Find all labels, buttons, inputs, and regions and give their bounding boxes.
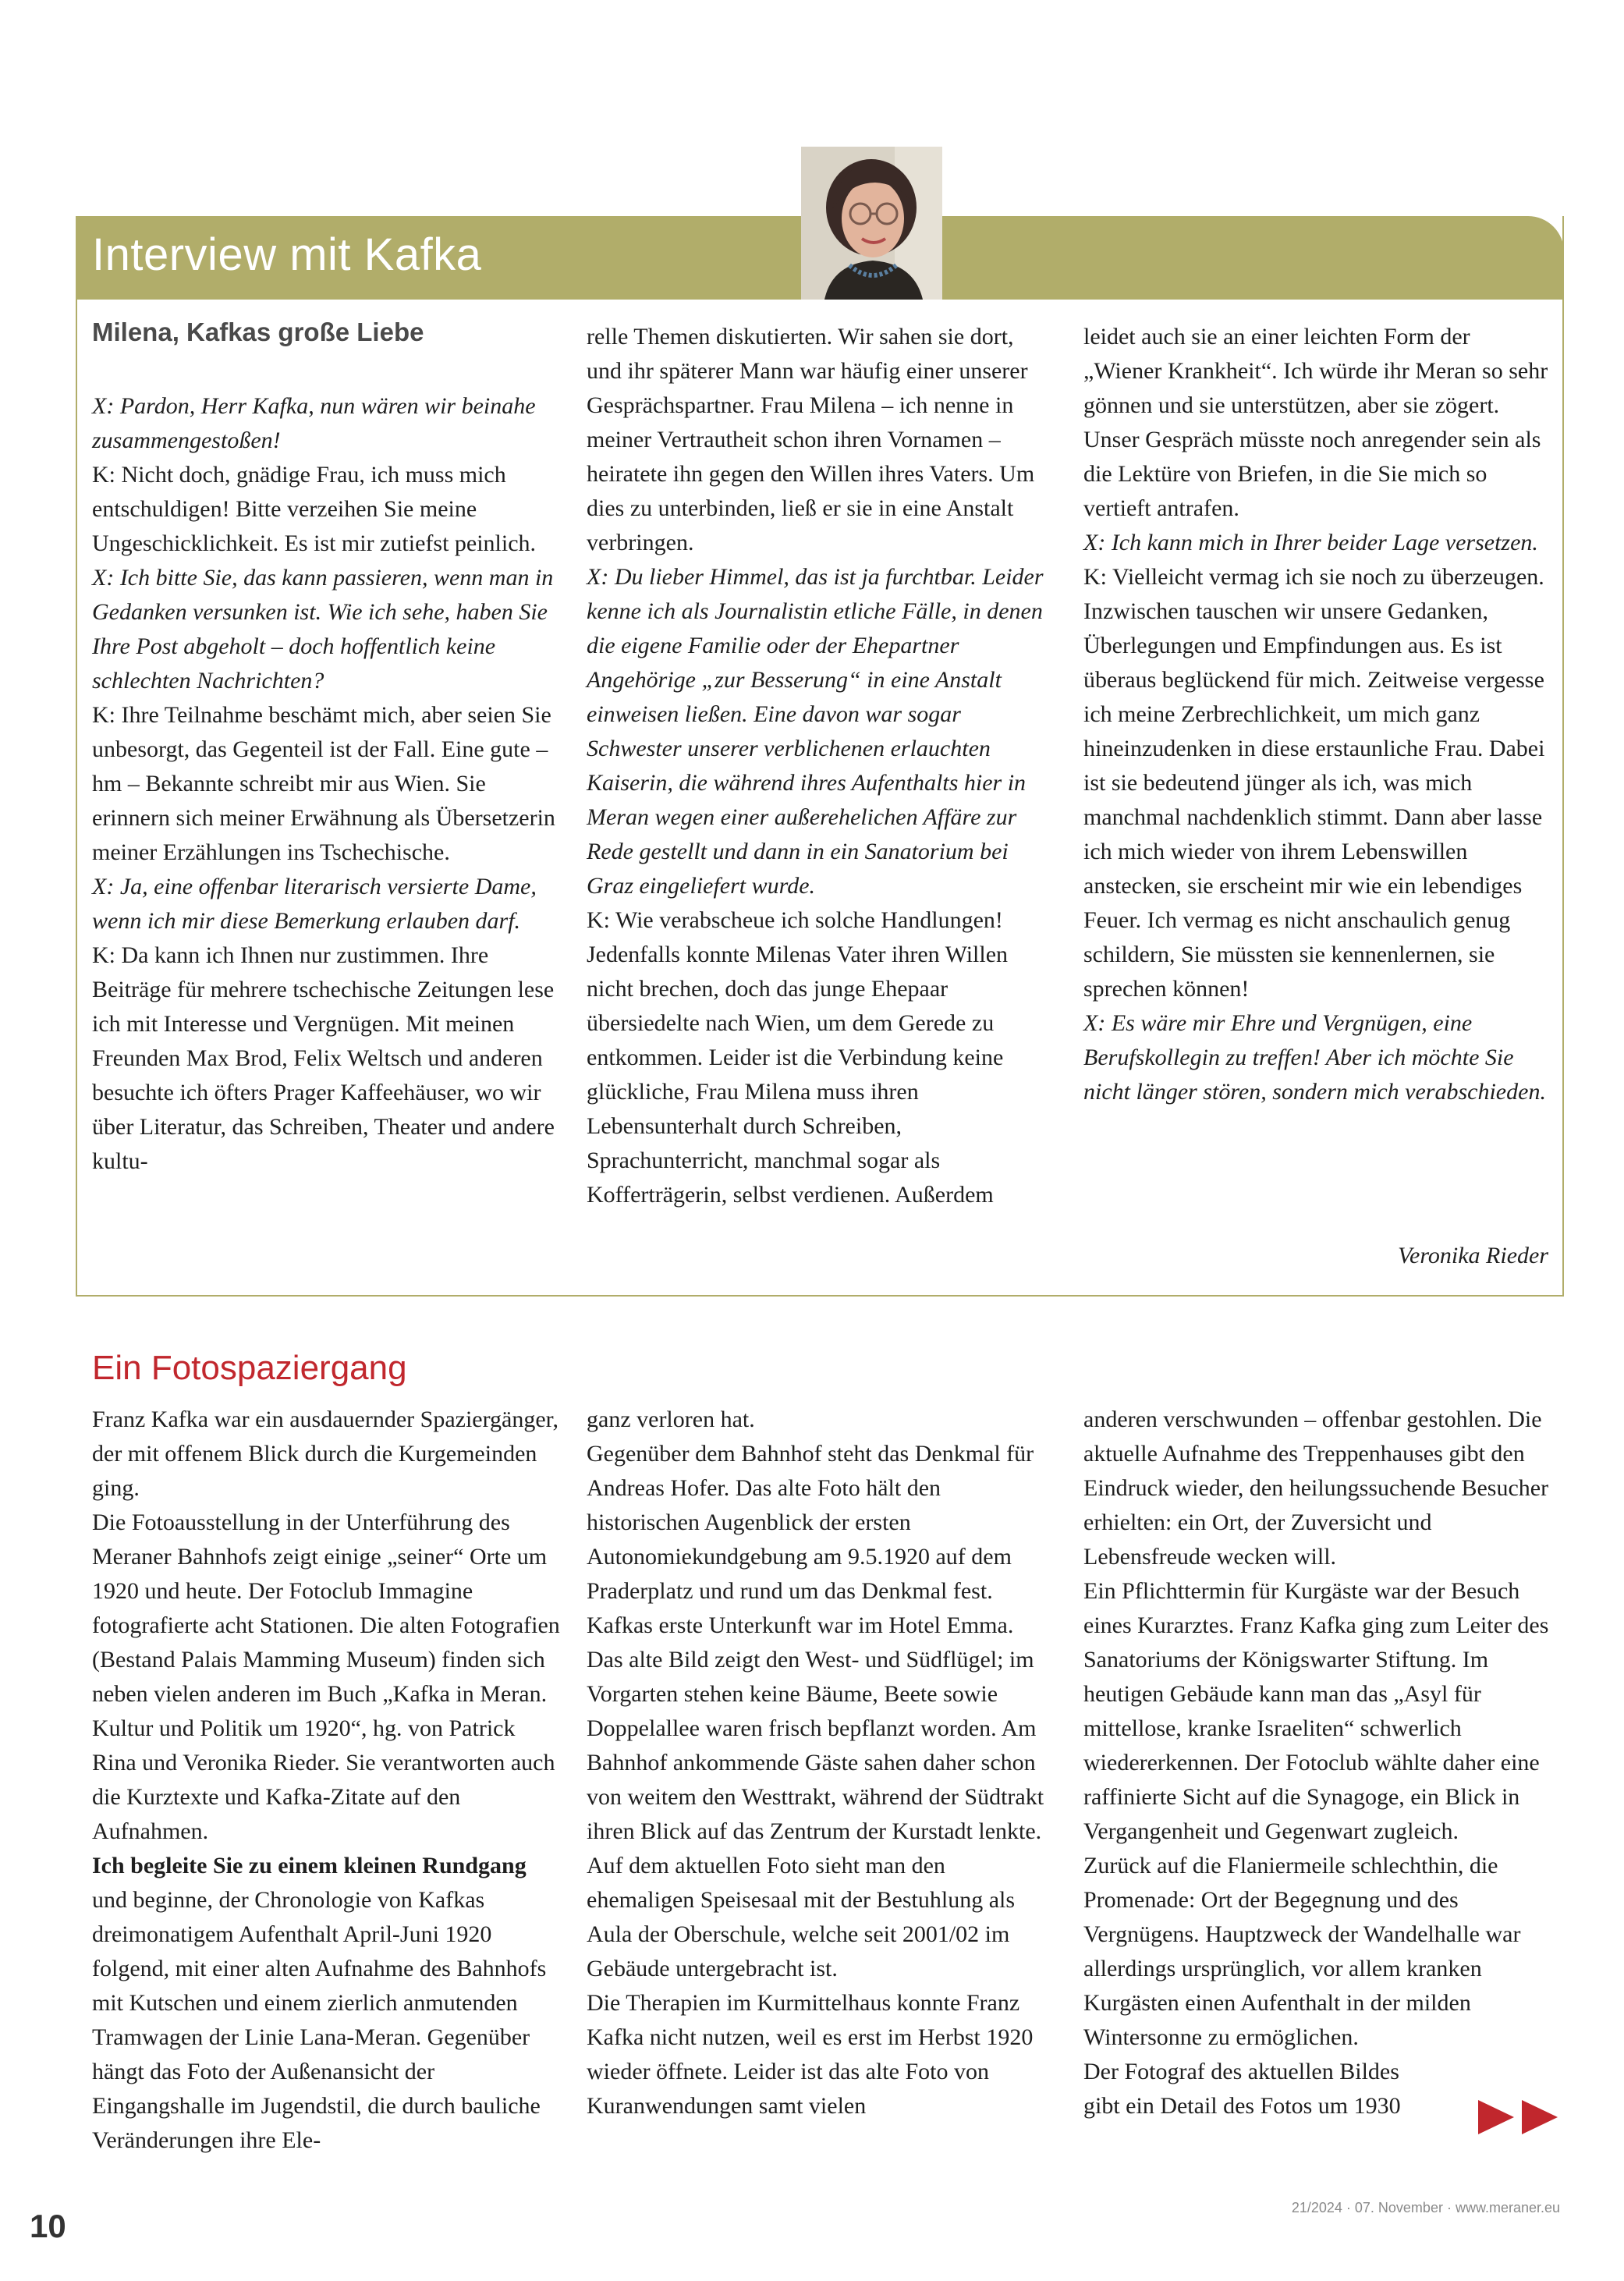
foto-paragraph-line: gibt ein Detail des Fotos um 1930 bbox=[1083, 2093, 1401, 2119]
foto-section-title: Ein Fotospaziergang bbox=[92, 1349, 407, 1387]
interview-subtitle: Milena, Kafkas große Liebe bbox=[92, 317, 424, 346]
foto-paragraph: Franz Kafka war ein ausdauernder Spaziergänger, der mit offenem Blick durch die Kurgemeinden ging. bbox=[92, 1407, 558, 1501]
foto-paragraph bbox=[92, 1849, 560, 2158]
interview-paragraph: K: Vielleicht vermag ich sie noch zu überzeugen. Inzwischen tauschen wir unsere Gedanken, Überlegungen und Empfindungen aus. Es ist überaus beglückend für mich. Zeitweise vergesse ich meine Zerbrechlichkeit, um mich ganz hineinzudenken in diese erstaunliche Frau. Dabei ist sie bedeutend jünger als ich, was mich manchmal nachdenklich stimmt. Dann aber lasse ich mich wieder von ihrem Lebenswillen anstecken, sie erscheint mir wie ein lebendiges Feuer. Ich vermag es nicht anschaulich genug schildern, Sie müssten sie kennenlernen, sie sprechen können! bbox=[1083, 564, 1545, 1002]
foto-paragraph: Gegenüber dem Bahnhof steht das Denkmal für Andreas Hofer. Das alte Foto hält den historischen Augenblick der ersten Autonomiekundgebung am 9.5.1920 auf dem Praderplatz und rund um das Denkmal fest. bbox=[587, 1441, 1034, 1604]
interview-column-1 bbox=[92, 389, 560, 1179]
page-number: 10 bbox=[30, 2208, 66, 2244]
interview-paragraph: X: Es wäre mir Ehre und Vergnügen, eine Berufskollegin zu treffen! Aber ich möchte Sie nicht länger stören, sondern mich verabschieden. bbox=[1083, 1010, 1546, 1105]
interview-paragraph: relle Themen diskutierten. Wir sahen sie dort, und ihr späterer Mann war häufig einer unserer Gesprächspartner. Frau Milena – ich nenne in meiner Vertrautheit schon ihren Vornamen – heiratete ihn gegen den Willen ihres Vaters. Um dies zu unterbinden, ließ er sie in eine Anstalt verbringen. bbox=[587, 324, 1035, 555]
foto-column-3 bbox=[1083, 1403, 1551, 2123]
foto-paragraph: anderen verschwunden – offenbar gestohlen. Die aktuelle Aufnahme des Treppenhauses gibt den Eindruck wieder, den heilungssuchende Besucher erhielten: ein Ort, der Zuversicht und Lebensfreude wecken will. bbox=[1083, 1407, 1549, 1570]
interview-paragraph: X: Ich kann mich in Ihrer beider Lage versetzen. bbox=[1083, 530, 1538, 555]
interview-paragraph: leidet auch sie an einer leichten Form der „Wiener Krankheit“. Ich würde ihr Meran so sehr gönnen und sie unterstützen, aber sie zögert. Unser Gespräch müsste noch anregender sein als die Lektüre von Briefen, in die Sie mich so vertieft antrafen. bbox=[1083, 324, 1548, 521]
interview-title: Interview mit Kafka bbox=[92, 229, 482, 280]
double-arrow-right-icon[interactable] bbox=[1478, 2100, 1560, 2134]
interview-column-2 bbox=[587, 320, 1055, 1212]
interview-paragraph: X: Pardon, Herr Kafka, nun wären wir beinahe zusammengestoßen! bbox=[92, 393, 536, 453]
interview-paragraph: K: Ihre Teilnahme beschämt mich, aber seien Sie unbesorgt, das Gegenteil ist der Fall. Eine gute – hm – Bekannte schreibt mir aus Wien. Sie erinnern sich meiner Erwähnung als Übersetzerin meiner Erzählungen ins Tschechische. bbox=[92, 702, 555, 865]
interview-column-3 bbox=[1083, 320, 1551, 1109]
foto-paragraph: Ein Pflichttermin für Kurgäste war der Besuch eines Kurarztes. Franz Kafka ging zum Leiter des Sanatoriums der Königswarter Stiftung. Im heutigen Gebäude kann man das „Asyl für mittellose, kranke Israeliten“ schwerlich wiedererkennen. Der Fotoclub wählte daher eine raffinierte Sicht auf die Synagoge, ein Blick in Vergangenheit und Gegenwart zugleich. bbox=[1083, 1578, 1549, 1844]
interview-paragraph: X: Du lieber Himmel, das ist ja furchtbar. Leider kenne ich als Journalistin etliche Fälle, in denen die eigene Familie oder der Ehepartner Angehörige „zur Besserung“ in eine Anstalt einweisen ließen. Eine davon war sogar Schwester unserer verblichenen erlauchten Kaiserin, die während ihres Aufenthalts hier in Meran wegen einer außerehelichen Affäre zur Rede gestellt und dann in ein Sanatorium bei Graz eingeliefert wurde. bbox=[587, 564, 1044, 899]
foto-column-1 bbox=[92, 1403, 560, 2158]
issue-info: 21/2024 · 07. November · www.meraner.eu bbox=[1291, 2200, 1560, 2215]
author-signature: Veronika Rieder bbox=[1398, 1243, 1548, 1268]
interview-paragraph: K: Nicht doch, gnädige Frau, ich muss mich entschuldigen! Bitte verzeihen Sie meine Ungeschicklichkeit. Es ist mir zutiefst peinlich. bbox=[92, 462, 537, 556]
foto-paragraph: Zurück auf die Flaniermeile schlechthin, die Promenade: Ort der Begegnung und des Vergnügens. Hauptzweck der Wandelhalle war allerdings ursprünglich, vor allem kranken Kurgästen einen Aufenthalt in der milden Wintersonne zu ermöglichen. bbox=[1083, 1853, 1521, 2050]
foto-paragraph-line: Der Fotograf des aktuellen Bildes bbox=[1083, 2059, 1399, 2084]
interview-paragraph: K: Da kann ich Ihnen nur zustimmen. Ihre Beiträge für mehrere tschechische Zeitungen lese ich mit Interesse und Vergnügen. Mit meinen Freunden Max Brod, Felix Weltsch und anderen besuchte ich öfters Prager Kaffeehäuser, wo wir über Literatur, das Schreiben, Theater und andere kultu- bbox=[92, 942, 555, 1174]
foto-column-2 bbox=[587, 1403, 1055, 2123]
foto-paragraph: Die Fotoausstellung in der Unterführung des Meraner Bahnhofs zeigt einige „seiner“ Orte um 1920 und heute. Der Fotoclub Immagine fotografierte acht Stationen. Die alten Fotografien (Bestand Palais Mamming Museum) finden sich neben vielen anderen im Buch „Kafka in Meran. Kultur und Politik um 1920“, hg. von Patrick Rina und Veronika Rieder. Sie verantworten auch die Kurztexte und Kafka-Zitate auf den Aufnahmen. bbox=[92, 1509, 560, 1844]
portrait-photo bbox=[801, 147, 942, 300]
portrait-illustration bbox=[801, 147, 942, 300]
foto-paragraph-rest: und beginne, der Chronologie von Kafkas dreimonatigem Aufenthalt April-Juni 1920 folgend, mit einer alten Aufnahme des Bahnhofs mit Kutschen und einem zierlich anmutenden Tramwagen der Linie Lana-Meran. Gegenüber hängt das Foto der Außenansicht der Eingangshalle im Jugendstil, die durch bauliche Veränderungen ihre Ele- bbox=[92, 1887, 547, 2153]
interview-paragraph: K: Wie verabscheue ich solche Handlungen! Jedenfalls konnte Milenas Vater ihren Willen nicht brechen, doch das junge Ehepaar übersiedelte nach Wien, um dem Gerede zu entkommen. Leider ist die Verbindung keine glückliche, Frau Milena muss ihren Lebensunterhalt durch Schreiben, Sprachunterricht, manchmal sogar als Kofferträgerin, selbst verdienen. Außerdem bbox=[587, 907, 1009, 1208]
foto-bold-lead: Ich begleite Sie zu einem kleinen Rundgang bbox=[92, 1853, 527, 1878]
foto-paragraph: Die Therapien im Kurmittelhaus konnte Franz Kafka nicht nutzen, weil es erst im Herbst 1920 wieder öffnete. Leider ist das alte Foto von Kuranwendungen samt vielen bbox=[587, 1990, 1034, 2119]
interview-paragraph: X: Ich bitte Sie, das kann passieren, wenn man in Gedanken versunken ist. Wie ich sehe, haben Sie Ihre Post abgeholt – doch hoffentlich keine schlechten Nachrichten? bbox=[92, 565, 554, 694]
foto-paragraph: Kafkas erste Unterkunft war im Hotel Emma. Das alte Bild zeigt den West- und Südflügel; im Vorgarten stehen keine Bäume, Beete sowie Doppelallee waren frisch bepflanzt worden. Am Bahnhof ankommende Gäste sahen daher schon von weitem den Westtrakt, während der Südtrakt ihren Blick auf das Zentrum der Kurstadt lenkte. Auf dem aktuellen Foto sieht man den ehemaligen Speisesaal mit der Bestuhlung als Aula der Oberschule, welche seit 2001/02 im Gebäude untergebracht ist. bbox=[587, 1612, 1044, 1981]
interview-paragraph: X: Ja, eine offenbar literarisch versierte Dame, wenn ich mir diese Bemerkung erlauben darf. bbox=[92, 874, 537, 934]
foto-paragraph: ganz verloren hat. bbox=[587, 1407, 755, 1432]
